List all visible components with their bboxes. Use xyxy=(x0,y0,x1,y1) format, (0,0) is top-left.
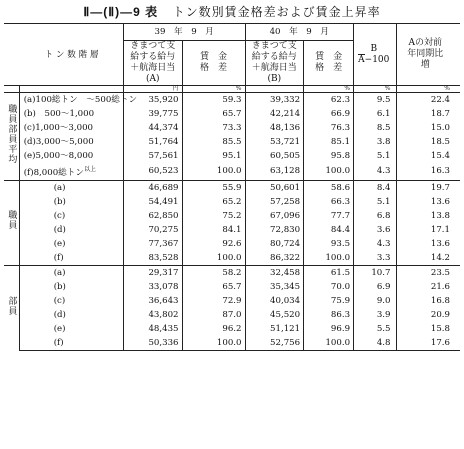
wage-39-cell: 29,317 xyxy=(123,265,182,280)
diff-39-cell: 65.2 xyxy=(182,195,245,209)
yoy-cell: 15.0 xyxy=(430,123,450,133)
row-note: 以上 xyxy=(83,166,96,173)
row-label-text: (b) xyxy=(53,196,66,207)
section-name: 職員 xyxy=(6,210,17,231)
table-row xyxy=(4,195,460,209)
table-row xyxy=(4,135,460,149)
diff-40-cell: 62.3 xyxy=(304,93,354,108)
diff-40-cell: 66.3 xyxy=(304,195,354,209)
section-label xyxy=(4,93,19,181)
wage-39-cell: 70,275 xyxy=(123,223,182,237)
wage-40-cell: 48,136 xyxy=(245,121,304,135)
ratio-cell: 3.9 xyxy=(354,308,397,322)
wage-39-cell: 48,435 xyxy=(123,322,182,336)
ratio-cell: 9.0 xyxy=(354,294,397,308)
row-label xyxy=(19,107,123,121)
row-label-text: (e)5,000〜8,000 xyxy=(23,151,94,161)
diff-40-cell: 58.6 xyxy=(304,180,354,195)
row-label-text: (a)100総トン 〜500総トン xyxy=(23,95,138,105)
wage-39-cell: 35,920 xyxy=(123,93,182,108)
row-label xyxy=(19,121,123,135)
wage-39-cell: 62,850 xyxy=(123,209,182,223)
wage-40-cell: 39,332 xyxy=(245,93,304,108)
table-row xyxy=(4,180,460,195)
row-label-text: (d) xyxy=(53,309,66,320)
wage-40-cell: 67,096 xyxy=(245,209,304,223)
wage-b-header-text: きまつて支給する給与＋航海日当 xyxy=(251,41,297,73)
row-label-text: (a) xyxy=(53,267,66,278)
row-label xyxy=(19,280,123,294)
wage-39-cell: 60,523 xyxy=(123,163,182,180)
row-label-text: (f)8,000総トン xyxy=(23,167,84,178)
table-row xyxy=(4,237,460,251)
ratio-header: B A−100 xyxy=(354,24,397,86)
table-body xyxy=(4,93,460,351)
ratio-cell: 10.7 xyxy=(354,265,397,280)
row-label xyxy=(19,322,123,336)
diff-39-cell: 75.2 xyxy=(182,209,245,223)
diff-40-cell: 100.0 xyxy=(304,163,354,180)
ratio-cell: 5.1 xyxy=(354,195,397,209)
wage-39-cell: 50,336 xyxy=(123,336,182,351)
yoy-cell: 16.3 xyxy=(430,166,450,177)
wage-40-cell: 53,721 xyxy=(245,135,304,149)
diff-40-cell: 86.3 xyxy=(304,308,354,322)
row-label xyxy=(19,93,138,108)
row-label-text: (b) 500〜1,000 xyxy=(23,109,95,119)
yoy-cell: 21.6 xyxy=(430,281,450,292)
row-label xyxy=(19,195,123,209)
year40-header: 40 年 9 月 xyxy=(245,24,354,41)
diff-40-cell: 66.9 xyxy=(304,107,354,121)
yoy-cell: 15.8 xyxy=(430,323,450,334)
diff-39-cell: 65.7 xyxy=(182,280,245,294)
diff-40-cell: 95.8 xyxy=(304,149,354,163)
ratio-cell: 3.6 xyxy=(354,223,397,237)
row-label-text: (d) xyxy=(53,224,66,235)
diff-a-header-text: 賃 金 格 差 xyxy=(200,52,237,73)
diff-40-cell: 100.0 xyxy=(304,251,354,266)
wage-39-cell: 43,802 xyxy=(123,308,182,322)
yoy-cell: 20.9 xyxy=(430,309,450,320)
diff-39-cell: 87.0 xyxy=(182,308,245,322)
diff-39-cell: 72.9 xyxy=(182,294,245,308)
unit-pct-d: % xyxy=(397,86,460,93)
diff-40-cell: 96.9 xyxy=(304,322,354,336)
row-label-text: (d)3,000〜5,000 xyxy=(23,137,94,147)
row-header: ト ン 数 階 層 xyxy=(19,24,123,86)
row-label xyxy=(19,209,123,223)
table-row xyxy=(4,107,460,121)
wage-39-cell: 77,367 xyxy=(123,237,182,251)
yoy-cell: 19.7 xyxy=(397,180,460,195)
wage-b-header xyxy=(245,41,304,86)
unit-yen: 円 xyxy=(123,86,182,93)
unit-pct-a: % xyxy=(182,86,245,93)
diff-39-cell: 92.6 xyxy=(182,237,245,251)
row-label-text: (e) xyxy=(53,323,66,334)
yoy-cell: 15.4 xyxy=(430,151,450,161)
table-number: Ⅱ—(Ⅱ)—9 表 xyxy=(83,5,159,19)
wage-table xyxy=(4,23,460,351)
ratio-cell: 3.8 xyxy=(354,135,397,149)
diff-40-cell: 76.3 xyxy=(304,121,354,135)
wage-39-cell: 51,764 xyxy=(123,135,182,149)
section-name: 職員部員平均 xyxy=(6,103,17,164)
ratio-cell: 8.4 xyxy=(354,180,397,195)
ratio-cell: 5.5 xyxy=(354,322,397,336)
yoy-cell: 18.5 xyxy=(430,137,450,147)
wage-b-mark: (B) xyxy=(267,74,282,84)
wage-a-mark: (A) xyxy=(145,74,160,84)
diff-40-cell: 61.5 xyxy=(304,265,354,280)
diff-b-header-text: 賃 金 格 差 xyxy=(315,52,352,73)
diff-39-cell: 55.9 xyxy=(182,180,245,195)
diff-40-cell: 85.1 xyxy=(304,135,354,149)
diff-40-cell: 75.9 xyxy=(304,294,354,308)
table-row xyxy=(4,336,460,351)
yoy-cell: 16.8 xyxy=(430,295,450,306)
row-label-text: (c) xyxy=(53,295,66,306)
diff-39-cell: 95.1 xyxy=(182,149,245,163)
row-label xyxy=(19,336,123,351)
wage-40-cell: 40,034 xyxy=(245,294,304,308)
section-label xyxy=(4,180,19,265)
row-label-text: (c) xyxy=(53,210,66,221)
table-row xyxy=(4,280,460,294)
row-label-text: (f) xyxy=(53,252,64,263)
table-title xyxy=(4,2,460,22)
wage-40-cell: 80,724 xyxy=(245,237,304,251)
wage-39-cell: 54,491 xyxy=(123,195,182,209)
yoy-cell: 13.6 xyxy=(430,196,450,207)
ratio-cell: 6.9 xyxy=(354,280,397,294)
diff-39-cell: 96.2 xyxy=(182,322,245,336)
table-row xyxy=(4,149,460,163)
table-row xyxy=(4,93,460,108)
table-row xyxy=(4,308,460,322)
diff-40-cell: 100.0 xyxy=(304,336,354,351)
diff-39-cell: 100.0 xyxy=(182,336,245,351)
diff-a-header xyxy=(182,41,245,86)
wage-40-cell: 60,505 xyxy=(245,149,304,163)
year39-header: 39 年 9 月 xyxy=(123,24,245,41)
wage-a-header xyxy=(123,41,182,86)
row-label xyxy=(19,223,123,237)
yoy-cell: 22.4 xyxy=(397,93,460,108)
yoy-cell: 17.6 xyxy=(397,336,460,351)
ratio-cell: 8.5 xyxy=(354,121,397,135)
wage-40-cell: 86,322 xyxy=(245,251,304,266)
yoy-cell: 14.2 xyxy=(430,252,450,263)
row-label xyxy=(19,149,123,163)
wage-40-cell: 51,121 xyxy=(245,322,304,336)
wage-40-cell: 45,520 xyxy=(245,308,304,322)
row-label xyxy=(19,265,123,280)
section-name: 部員 xyxy=(6,295,17,316)
wage-39-cell: 36,643 xyxy=(123,294,182,308)
row-label xyxy=(19,163,123,180)
ratio-cell: 6.8 xyxy=(354,209,397,223)
diff-39-cell: 100.0 xyxy=(182,163,245,180)
ratio-cell: 4.3 xyxy=(354,163,397,180)
wage-40-cell: 42,214 xyxy=(245,107,304,121)
diff-39-cell: 100.0 xyxy=(182,251,245,266)
diff-39-cell: 58.2 xyxy=(182,265,245,280)
yoy-header-text: Aの対前年同期比増 xyxy=(407,38,444,70)
ratio-cell: 6.1 xyxy=(354,107,397,121)
diff-40-cell: 84.4 xyxy=(304,223,354,237)
diff-39-cell: 84.1 xyxy=(182,223,245,237)
yoy-cell: 13.6 xyxy=(430,238,450,249)
yoy-header xyxy=(397,24,460,86)
row-label xyxy=(19,135,123,149)
yoy-cell: 18.7 xyxy=(430,109,450,119)
table-row xyxy=(4,251,460,266)
unit-pct-c: % xyxy=(354,86,397,93)
ratio-cell: 3.3 xyxy=(354,251,397,266)
wage-39-cell: 33,078 xyxy=(123,280,182,294)
wage-39-cell: 39,775 xyxy=(123,107,182,121)
diff-40-cell: 77.7 xyxy=(304,209,354,223)
wage-40-cell: 63,128 xyxy=(245,163,304,180)
wage-a-header-text: きまつて支給する給与＋航海日当 xyxy=(130,41,176,73)
row-label xyxy=(19,237,123,251)
diff-39-cell: 65.7 xyxy=(182,107,245,121)
wage-39-cell: 46,689 xyxy=(123,180,182,195)
table-row xyxy=(4,163,460,180)
wage-39-cell: 57,561 xyxy=(123,149,182,163)
wage-40-cell: 35,345 xyxy=(245,280,304,294)
row-label-text: (f) xyxy=(53,337,64,348)
row-label xyxy=(19,180,123,195)
table-row xyxy=(4,209,460,223)
wage-39-cell: 44,374 xyxy=(123,121,182,135)
row-label xyxy=(19,308,123,322)
table-caption: トン数別賃金格差および賃金上昇率 xyxy=(172,5,381,19)
diff-39-cell: 59.3 xyxy=(182,93,245,108)
row-label-text: (e) xyxy=(53,238,66,249)
unit-pct-b: % xyxy=(304,86,354,93)
row-label-text: (c)1,000〜3,000 xyxy=(23,123,94,133)
wage-39-cell: 83,528 xyxy=(123,251,182,266)
diff-b-header xyxy=(304,41,354,86)
wage-40-cell: 57,258 xyxy=(245,195,304,209)
diff-40-cell: 93.5 xyxy=(304,237,354,251)
ratio-cell: 9.5 xyxy=(354,93,397,108)
wage-40-cell: 72,830 xyxy=(245,223,304,237)
row-label-text: (a) xyxy=(53,182,66,193)
diff-39-cell: 73.3 xyxy=(182,121,245,135)
section-label xyxy=(4,265,19,350)
ratio-cell: 5.1 xyxy=(354,149,397,163)
yoy-cell: 23.5 xyxy=(397,265,460,280)
table-row xyxy=(4,322,460,336)
ratio-cell: 4.8 xyxy=(354,336,397,351)
table-row xyxy=(4,223,460,237)
row-label xyxy=(19,294,123,308)
table-row xyxy=(4,294,460,308)
ratio-cell: 4.3 xyxy=(354,237,397,251)
table-row xyxy=(4,121,460,135)
yoy-cell: 13.8 xyxy=(430,210,450,221)
diff-40-cell: 70.0 xyxy=(304,280,354,294)
row-label xyxy=(19,251,123,266)
wage-40-cell: 32,458 xyxy=(245,265,304,280)
yoy-cell: 17.1 xyxy=(430,224,450,235)
wage-40-cell: 50,601 xyxy=(245,180,304,195)
wage-40-cell: 52,756 xyxy=(245,336,304,351)
table-row xyxy=(4,265,460,280)
row-label-text: (b) xyxy=(53,281,66,292)
diff-39-cell: 85.5 xyxy=(182,135,245,149)
